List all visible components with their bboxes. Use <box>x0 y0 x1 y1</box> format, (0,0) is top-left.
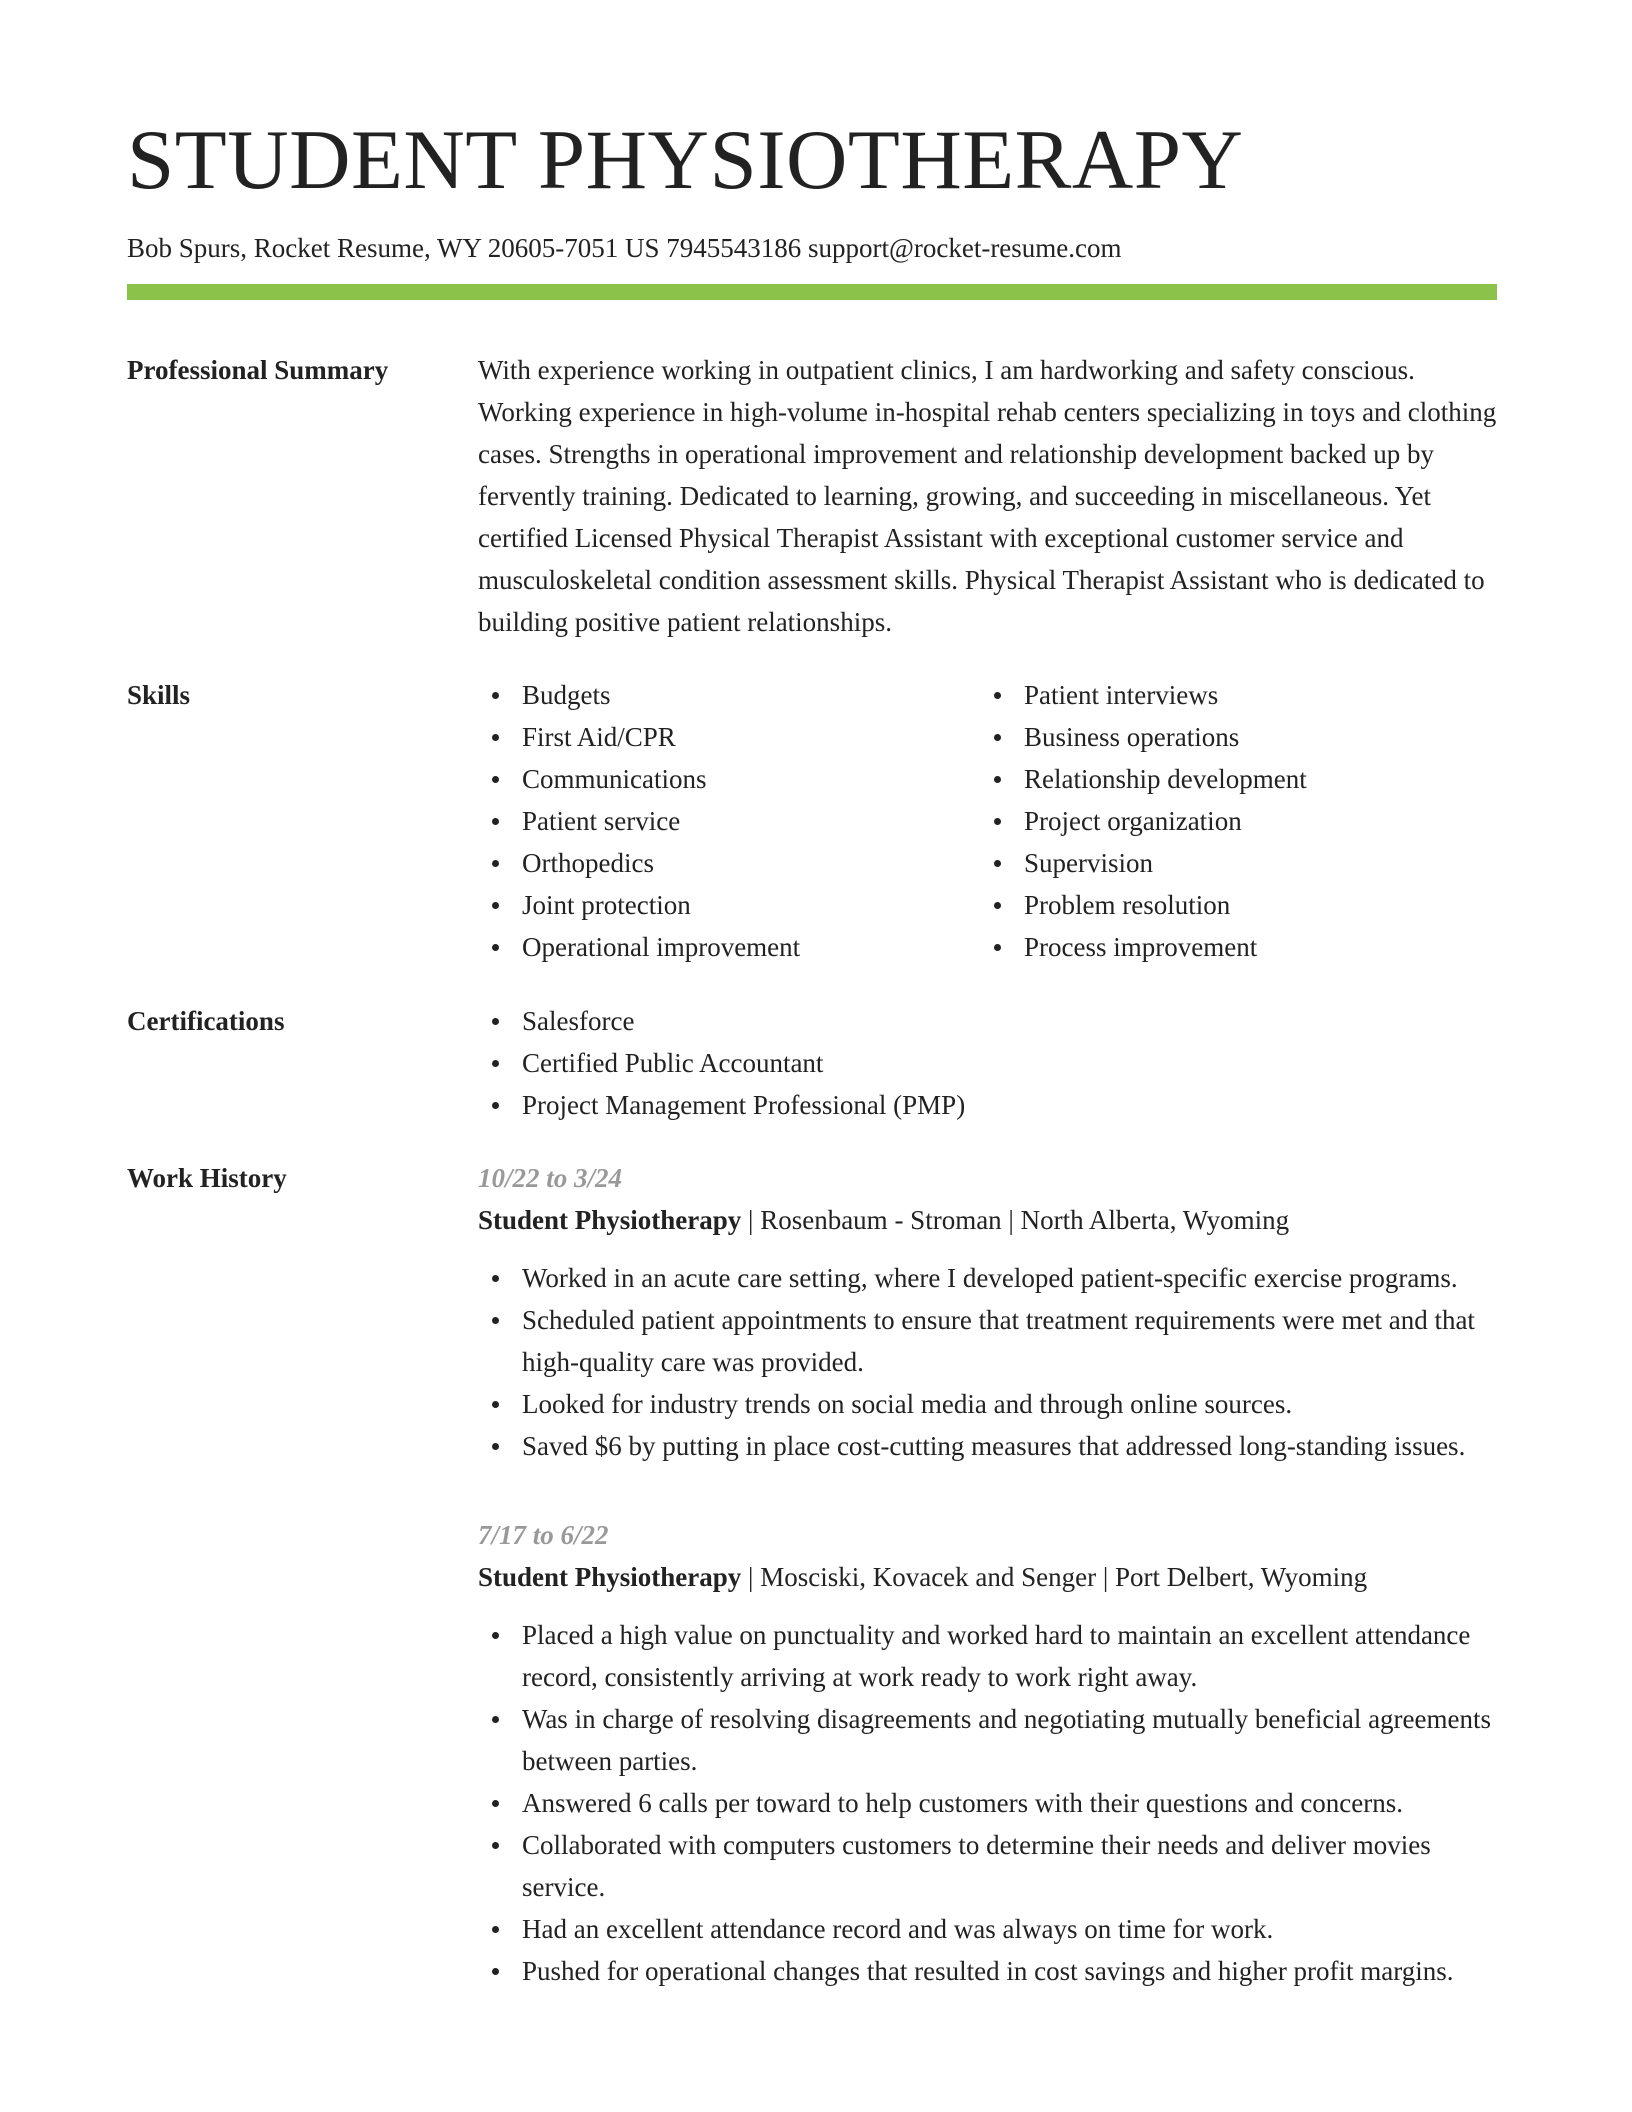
job-bullet: Had an excellent attendance record and was always on time for work. <box>478 1908 1497 1950</box>
job-details: | Mosciski, Kovacek and Senger | Port Delbert, Wyoming <box>741 1562 1368 1592</box>
skill-item: Orthopedics <box>478 842 980 884</box>
job-bullet: Answered 6 calls per toward to help customers with their questions and concerns. <box>478 1782 1497 1824</box>
skill-item: Patient service <box>478 800 980 842</box>
skill-item: Process improvement <box>980 926 1482 968</box>
summary-text: With experience working in outpatient clinics, I am hardworking and safety conscious. Working experience in high-volume in-hospital rehab centers specializing in toys and clothing cases. Strengths in operational improvement and relationship development backed up by fervently training. Dedicated to learning, growing, and succeeding in miscellaneous. Yet certified Licensed Physical Therapist Assistant with exceptional customer service and musculoskeletal condition assessment skills. Physical Therapist Assistant who is dedicated to building positive patient relationships. <box>478 355 1497 637</box>
skill-item: Joint protection <box>478 884 980 926</box>
job-bullet: Scheduled patient appointments to ensure that treatment requirements were met and that high-quality care was provided. <box>478 1299 1497 1383</box>
job-title: Student Physiotherapy <box>478 1562 742 1592</box>
skill-item: Patient interviews <box>980 674 1482 716</box>
skill-item: Business operations <box>980 716 1482 758</box>
job-title: Student Physiotherapy <box>478 1205 742 1235</box>
job-bullets <box>478 1614 1497 1992</box>
skill-item: Problem resolution <box>980 884 1482 926</box>
job-entry <box>478 1514 1497 1992</box>
section-heading: Work History <box>127 1163 287 1193</box>
resume-name: STUDENT PHYSIOTHERAPY <box>127 113 1244 207</box>
job-bullet: Saved $6 by putting in place cost-cutting measures that addressed long-standing issues. <box>478 1425 1497 1467</box>
contact-phone: 7945543186 <box>666 233 802 263</box>
skill-item: Operational improvement <box>478 926 980 968</box>
skills-list-right <box>980 674 1482 968</box>
job-header <box>478 1199 1497 1241</box>
job-dates: 7/17 to 6/22 <box>478 1520 609 1550</box>
job-bullet: Collaborated with computers customers to determine their needs and deliver movies service. <box>478 1824 1497 1908</box>
skill-item: Budgets <box>478 674 980 716</box>
job-bullet: Looked for industry trends on social media and through online sources. <box>478 1383 1497 1425</box>
section-heading: Certifications <box>127 1006 285 1036</box>
skill-item: Relationship development <box>980 758 1482 800</box>
skill-item: Project organization <box>980 800 1482 842</box>
certification-item: Salesforce <box>478 1000 1497 1042</box>
resume-sections <box>127 349 1497 1992</box>
contact-email: support@rocket-resume.com <box>808 233 1122 263</box>
section-professional-summary <box>127 349 1497 643</box>
job-bullet: Worked in an acute care setting, where I developed patient-specific exercise programs. <box>478 1257 1497 1299</box>
skill-item: Supervision <box>980 842 1482 884</box>
job-bullet: Pushed for operational changes that resulted in cost savings and higher profit margins. <box>478 1950 1497 1992</box>
job-bullet: Was in charge of resolving disagreements and negotiating mutually beneficial agreements between parties. <box>478 1698 1497 1782</box>
job-entry <box>478 1157 1497 1467</box>
section-skills <box>127 674 1497 968</box>
job-header <box>478 1556 1497 1598</box>
skill-item: First Aid/CPR <box>478 716 980 758</box>
contact-line <box>127 232 1122 264</box>
job-bullet: Placed a high value on punctuality and worked hard to maintain an excellent attendance record, consistently arriving at work ready to work right away. <box>478 1614 1497 1698</box>
skills-list-left <box>478 674 980 968</box>
contact-address: Bob Spurs, Rocket Resume, WY 20605-7051 US <box>127 233 660 263</box>
certification-item: Certified Public Accountant <box>478 1042 1497 1084</box>
certifications-list <box>478 1000 1497 1126</box>
job-bullets <box>478 1257 1497 1467</box>
section-heading: Professional Summary <box>127 355 389 385</box>
section-work-history <box>127 1157 1497 1992</box>
certification-item: Project Management Professional (PMP) <box>478 1084 1497 1126</box>
section-certifications <box>127 1000 1497 1126</box>
section-heading: Skills <box>127 680 191 710</box>
job-dates: 10/22 to 3/24 <box>478 1163 623 1193</box>
job-details: | Rosenbaum - Stroman | North Alberta, Wyoming <box>741 1205 1290 1235</box>
header-divider <box>127 284 1497 300</box>
skill-item: Communications <box>478 758 980 800</box>
